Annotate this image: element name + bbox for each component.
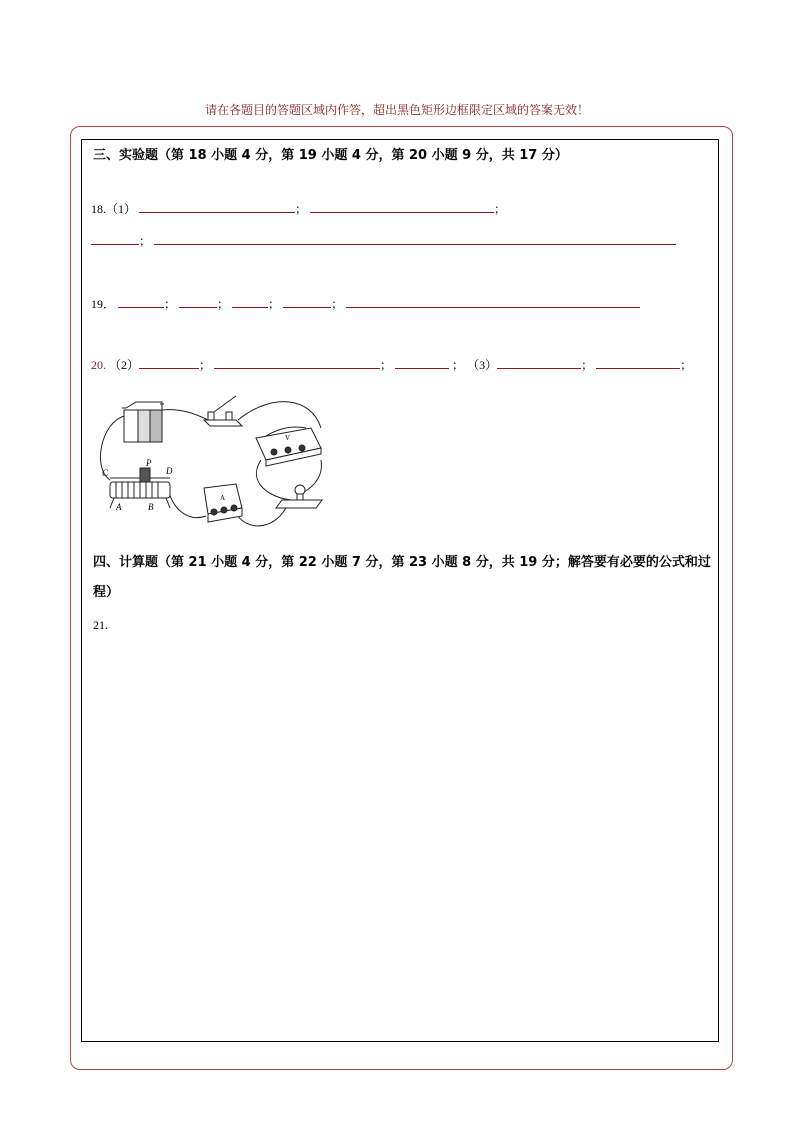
q20-part3-label: （3）: [467, 358, 498, 372]
q18-blank-4[interactable]: [154, 232, 676, 245]
q20-part2-label: （2）: [109, 358, 140, 372]
q18-line-1: 18.（1） ； ；: [91, 202, 507, 216]
ammeter-label: A: [220, 494, 226, 502]
q19-blank-5[interactable]: [346, 295, 640, 308]
voltmeter-label: V: [285, 434, 291, 442]
q18-blank-2[interactable]: [310, 200, 494, 213]
terminal-b-label: B: [148, 502, 154, 512]
switch-icon: [204, 396, 242, 426]
q19-line: 19． ； ； ； ；: [91, 295, 640, 312]
wire-battery-switch: [162, 410, 208, 420]
wire-voltmeter-bulb: [304, 460, 321, 492]
q19-blank-3[interactable]: [232, 295, 268, 308]
q18-label: 18.（1）: [91, 202, 137, 216]
q19-blank-4[interactable]: [283, 295, 331, 308]
q20-label: 20.: [91, 358, 106, 372]
bulb-icon: [276, 485, 322, 508]
ammeter-icon: [204, 484, 242, 522]
terminal-c-label: C: [102, 468, 109, 478]
wire-ammeter-rheostat: [168, 488, 206, 518]
q19-blank-1[interactable]: [118, 295, 164, 308]
q21-answer-area[interactable]: [90, 640, 710, 1030]
q20-blank-5[interactable]: [596, 356, 680, 369]
wire-bulb-ammeter: [238, 508, 286, 526]
q18-blank-3[interactable]: [91, 232, 139, 245]
q19-label: 19．: [91, 297, 116, 311]
battery-icon: [122, 402, 164, 442]
q20-blank-3[interactable]: [395, 356, 449, 369]
terminal-a-label: A: [116, 502, 122, 512]
wire-switch-voltmeter: [238, 402, 321, 428]
terminal-d-label: D: [166, 466, 173, 476]
circuit-diagram: [96, 388, 336, 538]
answer-area-notice: 请在各题目的答题区域内作答，超出黑色矩形边框限定区域的答案无效！: [204, 103, 589, 117]
q20-line: 20. （2） ； ； ； （3） ； ；: [91, 358, 693, 372]
voltmeter-icon: [256, 427, 321, 466]
q18-blank-1[interactable]: [139, 200, 295, 213]
q20-blank-4[interactable]: [497, 356, 581, 369]
q20-blank-1[interactable]: [139, 356, 199, 369]
q19-blank-2[interactable]: [179, 295, 217, 308]
q21-label: 21.: [93, 618, 108, 632]
slider-p-label: P: [146, 458, 152, 468]
q18-line-2: ；: [91, 232, 676, 249]
section-3-title: 三、实验题（第 18 小题 4 分，第 19 小题 4 分，第 20 小题 9 分，共 17 分）: [93, 148, 568, 163]
section-4-title: 四、计算题（第 21 小题 4 分，第 22 小题 7 分，第 23 小题 8 分，共 19 分；解答要有必要的公式和过程）: [93, 555, 711, 600]
wire-voltmeter-bulb-2: [256, 460, 291, 500]
q20-blank-2[interactable]: [214, 356, 380, 369]
